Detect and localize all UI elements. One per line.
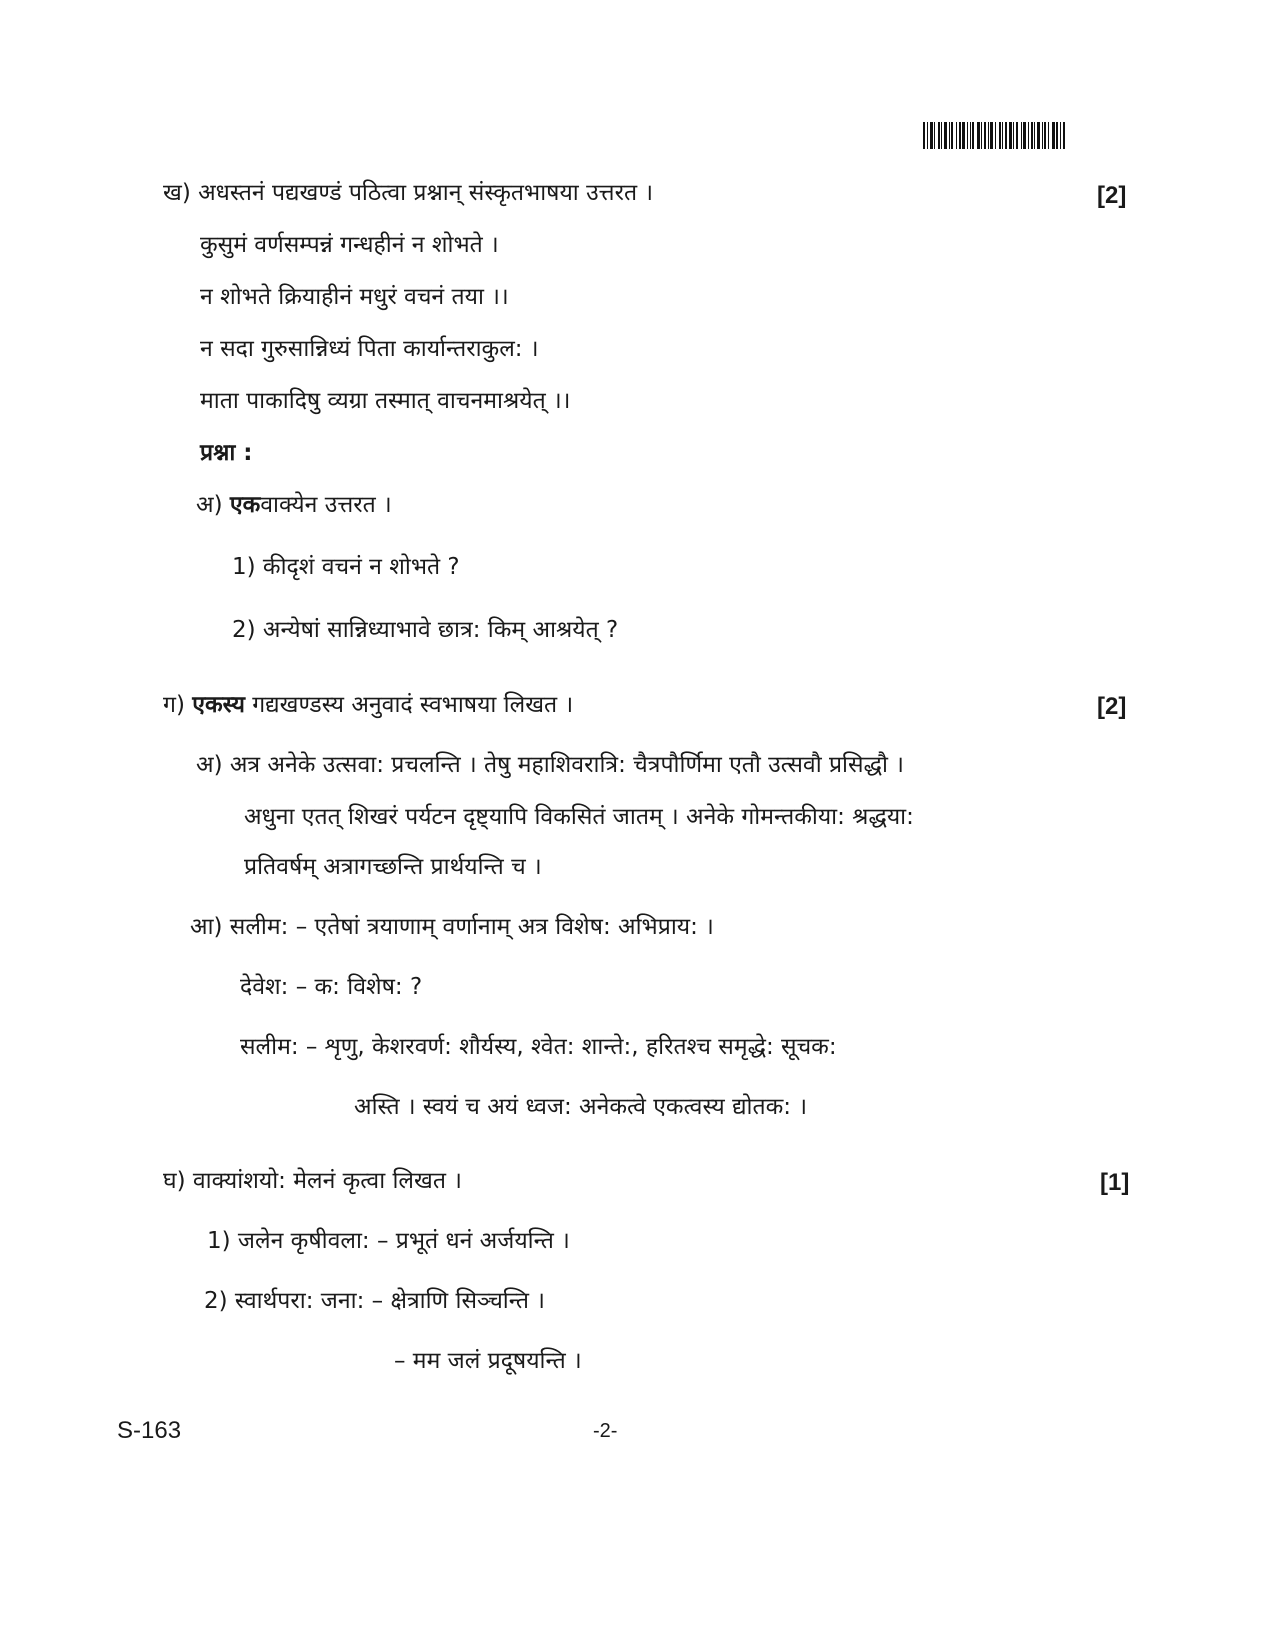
question-2: 2) अन्येषां सान्निध्याभावे छात्र: किम् आश्रयेत् ? <box>232 617 619 643</box>
match-line: 1) जलेन कृषीवला: – प्रभूतं धनं अर्जयन्ति । <box>207 1228 570 1254</box>
question-1: 1) कीदृशं वचनं न शोभते ? <box>232 554 460 580</box>
section-ga-marks: [2] <box>1097 693 1127 720</box>
section-gha-marks: [1] <box>1100 1169 1130 1196</box>
ga-rest: गद्यखण्डस्य अनुवादं स्वभाषया लिखत । <box>252 692 574 718</box>
verse-line: न शोभते क्रियाहीनं मधुरं वचनं तया ।। <box>200 284 509 310</box>
ga-prefix: ग) <box>163 692 185 718</box>
match-line: 2) स्वार्थपरा: जना: – क्षेत्राणि सिञ्चन्ति । <box>204 1288 545 1314</box>
sub-a-prefix: अ) <box>196 492 223 518</box>
verse-line: न सदा गुरुसान्निध्यं पिता कार्यान्तराकुल: । <box>200 336 539 362</box>
section-kha-marks: [2] <box>1097 182 1127 209</box>
passage-a-line: अ) अत्र अनेके उत्सवा: प्रचलन्ति । तेषु महाशिवरात्रि: चैत्रपौर्णिमा एतौ उत्सवौ प्रसिद्धौ । <box>196 752 904 778</box>
passage-aa-line: सलीम: – शृणु, केशरवर्ण: शौर्यस्य, श्वेत: शान्ते:, हरितश्च समृद्धे: सूचक: <box>240 1034 837 1060</box>
section-ga-heading <box>163 690 573 720</box>
paper-code: S-163 <box>117 1417 182 1444</box>
verse-line: कुसुमं वर्णसम्पन्नं गन्धहीनं न शोभते । <box>200 232 499 258</box>
passage-aa-line: अस्ति । स्वयं च अयं ध्वज: अनेकत्वे एकत्वस्य द्योतक: । <box>354 1094 808 1120</box>
sub-a-bold: एक <box>229 492 261 518</box>
section-gha-heading: घ) वाक्यांशयो: मेलनं कृत्वा लिखत । <box>163 1168 462 1194</box>
barcode <box>923 122 1133 149</box>
passage-a-line: प्रतिवर्षम् अत्रागच्छन्ति प्रार्थयन्ति च । <box>244 854 542 880</box>
sub-a-rest: वाक्येन उत्तरत । <box>260 492 392 518</box>
passage-aa-line: देवेश: – क: विशेष: ? <box>240 974 423 1000</box>
ga-bold: एकस्य <box>192 692 245 718</box>
page-number: -2- <box>593 1420 618 1442</box>
passage-a-line: अधुना एतत् शिखरं पर्यटन दृष्ट्यापि विकसितं जातम् । अनेके गोमन्तकीया: श्रद्धया: <box>244 804 914 830</box>
sub-question-a <box>196 490 392 520</box>
verse-line: माता पाकादिषु व्यग्रा तस्मात् वाचनमाश्रयेत् ।। <box>200 388 571 414</box>
match-line: – मम जलं प्रदूषयन्ति । <box>394 1348 582 1374</box>
prashna-label: प्रश्ना : <box>200 440 253 466</box>
section-kha-heading: ख) अधस्तनं पद्यखण्डं पठित्वा प्रश्नान् संस्कृतभाषया उत्तरत । <box>163 180 654 206</box>
passage-aa-line: आ) सलीम: – एतेषां त्रयाणाम् वर्णानाम् अत्र विशेष: अभिप्राय: । <box>190 914 714 940</box>
